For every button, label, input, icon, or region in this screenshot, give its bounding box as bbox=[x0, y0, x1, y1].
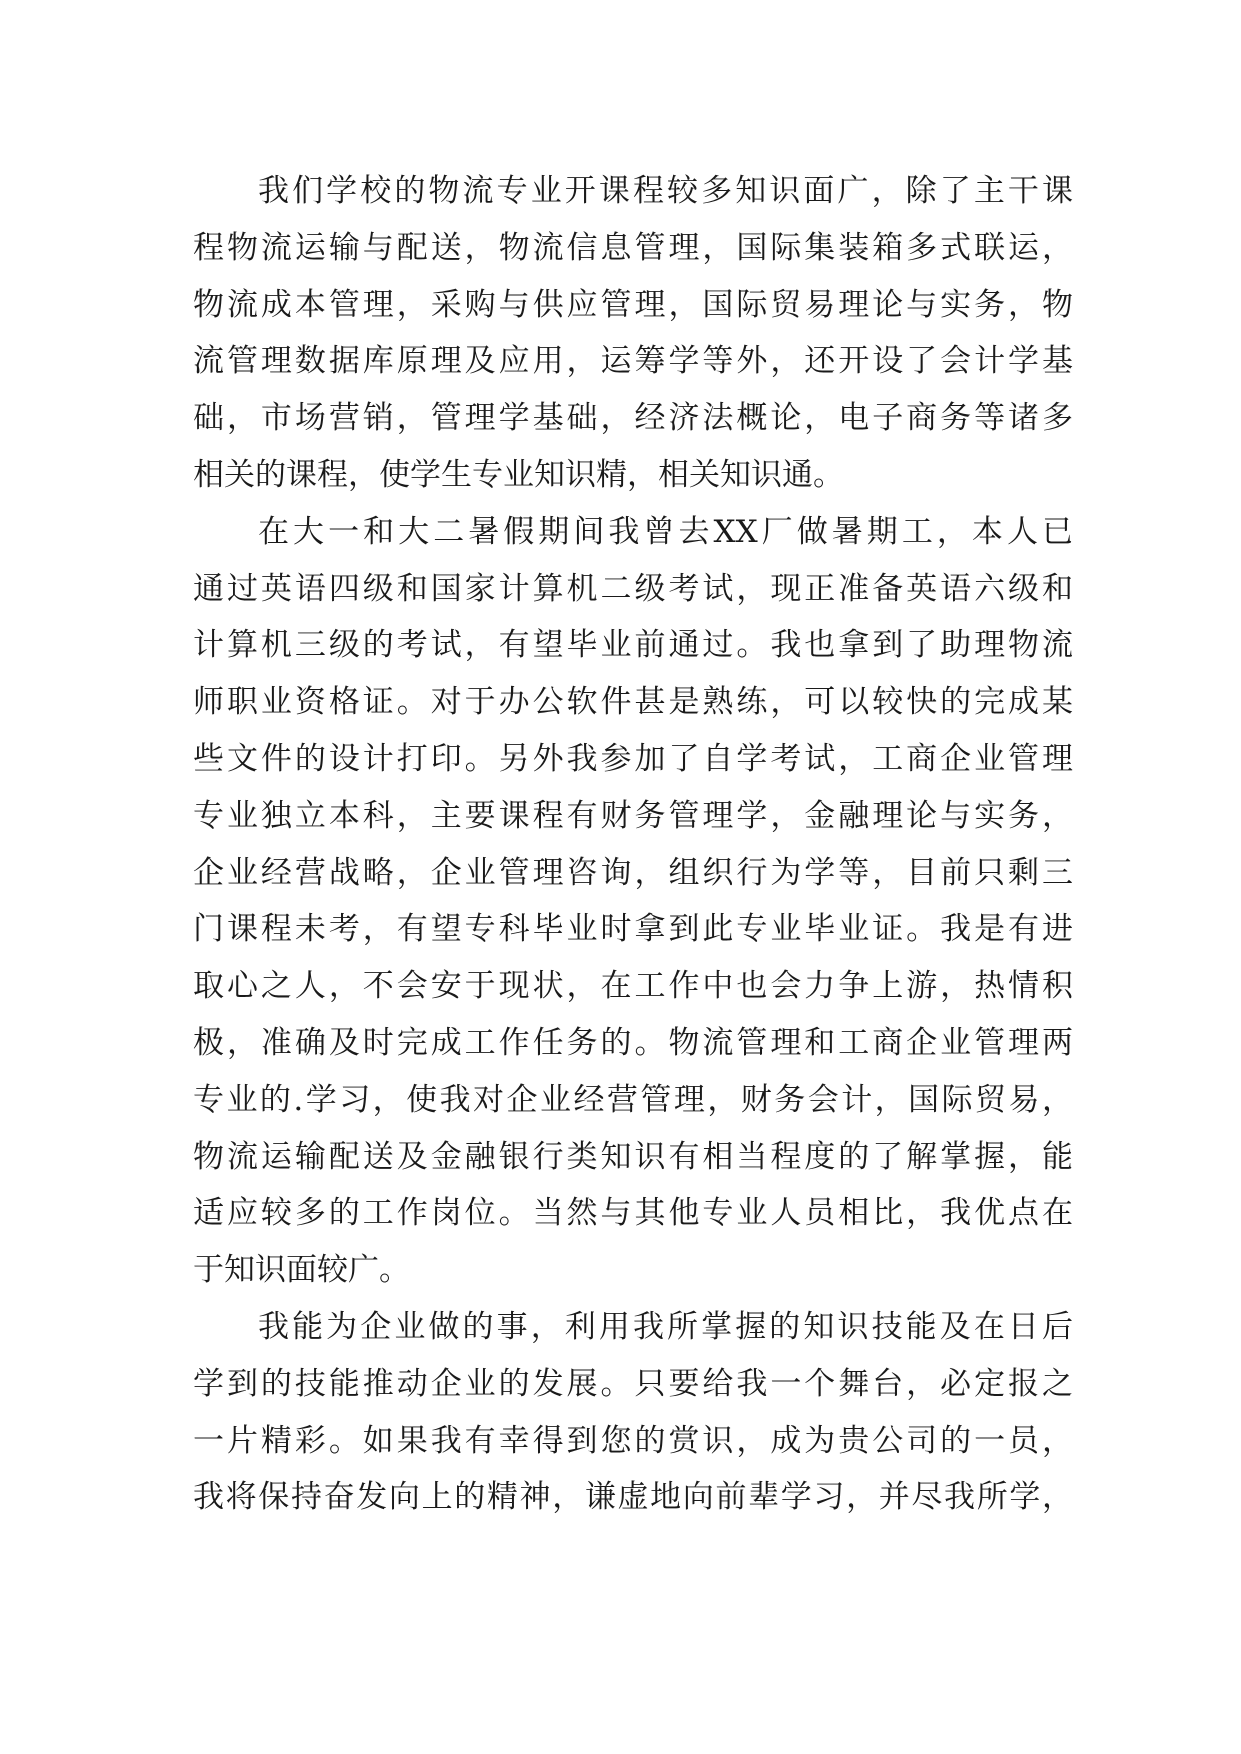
text-line: 程物流运输与配送，物流信息管理，国际集装箱多式联运， bbox=[193, 229, 1073, 266]
text-line: 专业独立本科，主要课程有财务管理学，金融理论与实务， bbox=[193, 797, 1073, 834]
paragraph-commitment bbox=[193, 1299, 1073, 1526]
text-line: 我们学校的物流专业开课程较多知识面广，除了主干课 bbox=[258, 173, 1073, 209]
text-line: 我能为企业做的事，利用我所掌握的知识技能及在日后 bbox=[258, 1308, 1073, 1345]
text-line: 取心之人，不会安于现状，在工作中也会力争上游，热情积 bbox=[193, 968, 1073, 1005]
paragraph-experience bbox=[193, 504, 1073, 1299]
text-line: 于知识面较广。 bbox=[193, 1252, 410, 1289]
text-line: 物流运输配送及金融银行类知识有相当程度的了解掌握，能 bbox=[193, 1138, 1073, 1175]
text-line: 极，准确及时完成工作任务的。物流管理和工商企业管理两 bbox=[193, 1024, 1073, 1061]
text-line: 相关的课程，使学生专业知识精，相关知识通。 bbox=[193, 456, 844, 493]
text-line: 一片精彩。如果我有幸得到您的赏识，成为贵公司的一员， bbox=[193, 1422, 1073, 1459]
text-line: 流管理数据库原理及应用，运筹学等外，还开设了会计学基 bbox=[193, 343, 1073, 380]
text-line: 门课程未考，有望专科毕业时拿到此专业毕业证。我是有进 bbox=[193, 911, 1073, 948]
text-line: 适应较多的工作岗位。当然与其他专业人员相比，我优点在 bbox=[193, 1195, 1073, 1232]
paragraph-curriculum bbox=[193, 163, 1073, 504]
text-line: 些文件的设计打印。另外我参加了自学考试，工商企业管理 bbox=[193, 740, 1073, 777]
text-line: 在大一和大二暑假期间我曾去XX厂做暑期工，本人已 bbox=[258, 513, 1073, 550]
text-line: 专业的.学习，使我对企业经营管理，财务会计，国际贸易， bbox=[193, 1081, 1073, 1118]
text-line: 师职业资格证。对于办公软件甚是熟练，可以较快的完成某 bbox=[193, 684, 1073, 721]
text-line: 学到的技能推动企业的发展。只要给我一个舞台，必定报之 bbox=[193, 1365, 1073, 1402]
text-line: 计算机三级的考试，有望毕业前通过。我也拿到了助理物流 bbox=[193, 627, 1073, 664]
text-line: 物流成本管理，采购与供应管理，国际贸易理论与实务，物 bbox=[193, 286, 1073, 323]
text-line: 础，市场营销，管理学基础，经济法概论，电子商务等诸多 bbox=[193, 400, 1073, 437]
text-line: 企业经营战略，企业管理咨询，组织行为学等，目前只剩三 bbox=[193, 854, 1073, 891]
document-body bbox=[193, 163, 1073, 1526]
text-line: 我将保持奋发向上的精神，谦虚地向前辈学习，并尽我所学， bbox=[193, 1479, 1073, 1516]
text-line: 通过英语四级和国家计算机二级考试，现正准备英语六级和 bbox=[193, 570, 1073, 607]
